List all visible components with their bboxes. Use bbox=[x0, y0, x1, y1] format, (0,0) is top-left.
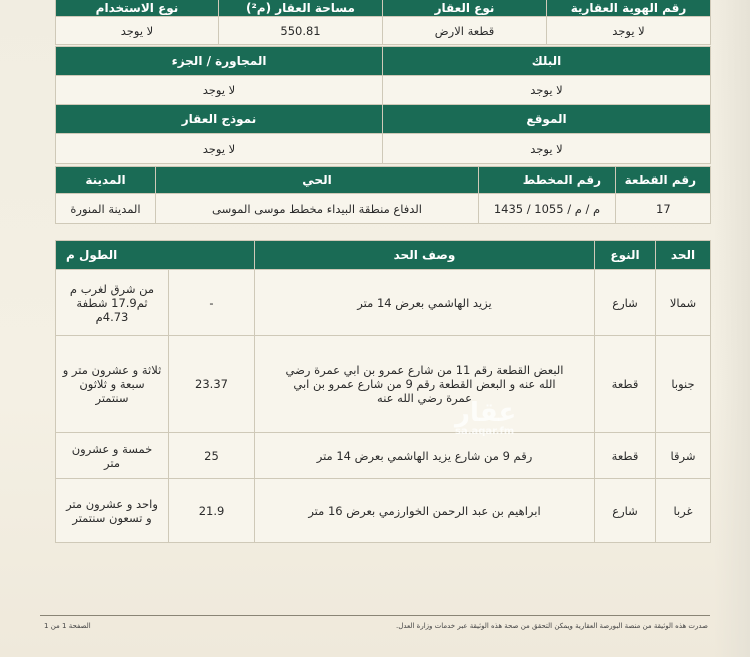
boundary-length: 21.9 bbox=[169, 479, 255, 543]
watermark-url: sa.aqar.fm bbox=[455, 426, 515, 437]
boundary-description: يزيد الهاشمي بعرض 14 متر bbox=[255, 270, 595, 336]
plot-table bbox=[55, 166, 711, 224]
page-edge-shadow bbox=[714, 0, 750, 657]
boundary-type: شارع bbox=[595, 270, 656, 336]
value-scheme-number: م / م / 1055 / 1435 bbox=[479, 194, 616, 224]
boundary-length: 25 bbox=[169, 433, 255, 479]
header-location: الموقع bbox=[383, 105, 711, 134]
boundaries-table bbox=[55, 240, 711, 543]
value-location: لا يوجد bbox=[383, 134, 711, 164]
value-neighbour-part: لا يوجد bbox=[56, 76, 383, 105]
value-district: الدفاع منطقة البيداء مخطط موسى الموسى bbox=[156, 194, 479, 224]
value-property-type: قطعة الارض bbox=[383, 17, 547, 45]
value-property-area: 550.81 bbox=[219, 17, 383, 45]
boundary-length-words: ثلاثة و عشرون متر و سبعة و ثلاثون سنتمتر bbox=[56, 336, 169, 433]
value-plot-number: 17 bbox=[616, 194, 711, 224]
header-neighbour-part: المجاورة / الجزء bbox=[56, 47, 383, 76]
block-table bbox=[55, 46, 711, 164]
header-property-type: نوع العقار bbox=[383, 0, 547, 17]
header-property-model: نموذج العقار bbox=[56, 105, 383, 134]
footer-note: صدرت هذه الوثيقة من منصة البورصة العقارية ويمكن التحقق من صحة هذه الوثيقة عبر خدمات وزارة العدل. bbox=[396, 622, 708, 630]
boundary-type: قطعة bbox=[595, 433, 656, 479]
header-boundary-description: وصف الحد bbox=[255, 241, 595, 270]
header-length: الطول م bbox=[56, 241, 255, 270]
value-property-id: لا يوجد bbox=[547, 17, 711, 45]
boundary-direction: جنوبا bbox=[656, 336, 711, 433]
property-info-table bbox=[55, 0, 711, 45]
boundary-length: 23.37 bbox=[169, 336, 255, 433]
boundary-length-words: خمسة و عشرون متر bbox=[56, 433, 169, 479]
header-property-area: مساحة العقار (م²) bbox=[219, 0, 383, 17]
value-usage-type: لا يوجد bbox=[56, 17, 219, 45]
boundary-direction: غربا bbox=[656, 479, 711, 543]
header-plot-number: رقم القطعة bbox=[616, 167, 711, 194]
boundary-length-words: من شرق لغرب م ثم17.9 شطفة 4.73م bbox=[56, 270, 169, 336]
watermark-brand: عقار bbox=[455, 398, 517, 428]
header-block: البلك bbox=[383, 47, 711, 76]
header-usage-type: نوع الاستخدام bbox=[56, 0, 219, 17]
boundary-description: رقم 9 من شارع يزيد الهاشمي بعرض 14 متر bbox=[255, 433, 595, 479]
value-property-model: لا يوجد bbox=[56, 134, 383, 164]
page-number: الصفحة 1 من 1 bbox=[44, 622, 91, 630]
table-row bbox=[56, 270, 711, 336]
footer-divider bbox=[40, 615, 710, 616]
header-city: المدينة bbox=[56, 167, 156, 194]
boundary-length: - bbox=[169, 270, 255, 336]
table-row bbox=[56, 479, 711, 543]
aqar-watermark bbox=[455, 398, 516, 437]
boundary-description: البعض القطعة رقم 11 من شارع عمرو بن ابي عمرة رضي الله عنه و البعض القطعة رقم 9 من شارع عمرو بن ابي عمرة رضي الله عنه bbox=[255, 336, 595, 433]
table-row bbox=[56, 336, 711, 433]
boundary-length-words: واحد و عشرون متر و تسعون سنتمتر bbox=[56, 479, 169, 543]
boundary-type: قطعة bbox=[595, 336, 656, 433]
boundary-description: ابراهيم بن عبد الرحمن الخوارزمي بعرض 16 متر bbox=[255, 479, 595, 543]
boundary-direction: شرقا bbox=[656, 433, 711, 479]
table-row bbox=[56, 433, 711, 479]
value-city: المدينة المنورة bbox=[56, 194, 156, 224]
value-block: لا يوجد bbox=[383, 76, 711, 105]
header-boundary: الحد bbox=[656, 241, 711, 270]
header-scheme-number: رقم المخطط bbox=[479, 167, 616, 194]
header-property-id: رقم الهوية العقارية bbox=[547, 0, 711, 17]
boundary-direction: شمالا bbox=[656, 270, 711, 336]
boundary-type: شارع bbox=[595, 479, 656, 543]
header-district: الحي bbox=[156, 167, 479, 194]
header-boundary-type: النوع bbox=[595, 241, 656, 270]
